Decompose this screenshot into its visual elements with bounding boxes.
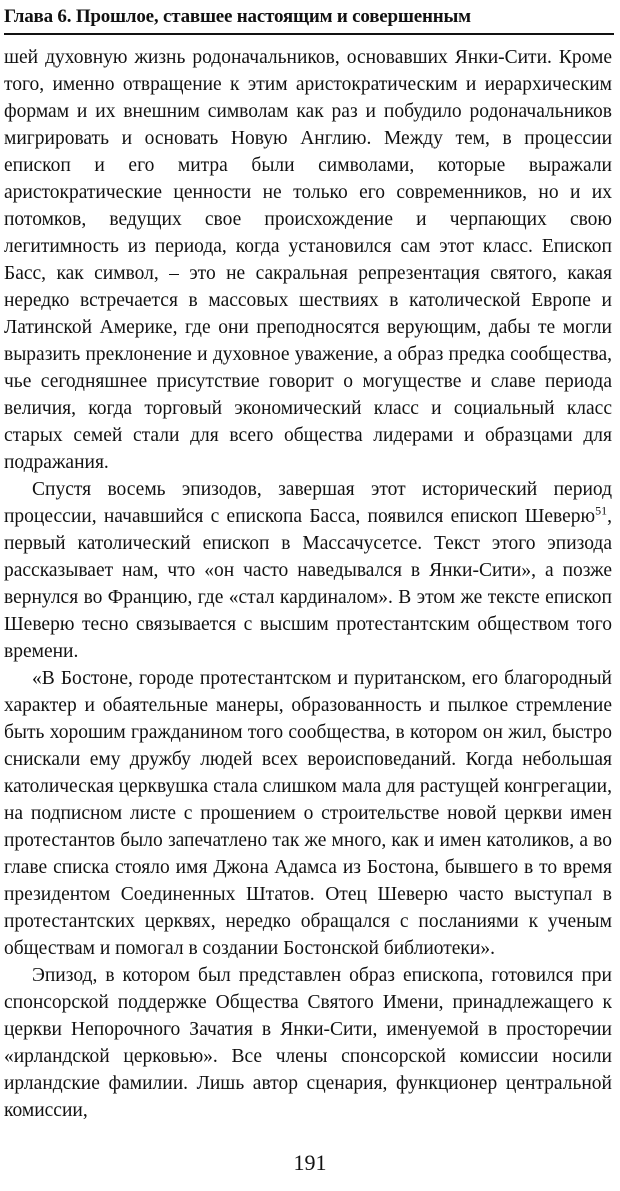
page-number: 191 [293,1150,327,1175]
paragraph-1: шей духовную жизнь родоначальников, основавших Янки-Сити. Кроме того, именно отвращение к этим аристократическим и иерархическим формам и их внешним символам как раз и побудило родоначальников мигрировать и основать Новую Англию. Между тем, в процессии епископ и его митра были символами, которые выражали аристократические ценности не только его современников, но и их потомков, ведущих свое происхождение и черпающих свою легитимность из периода, когда установился сам этот класс. Епископ Басс, как символ, – это не сакральная репрезентация святого, какая нередко встречается в массовых шествиях в католической Европе и Латинской Америке, где они преподносятся верующим, дабы те могли выразить преклонение и духовное уважение, а образ предка сообщества, чье сегодняшнее присутствие говорит о могуществе и славе периода величия, когда торговый экономический класс и социальный класс старых семей стали для всего общества лидерами и образцами для подражания. [4,47,612,473]
paragraph-2 [4,476,612,665]
paragraph-2-text-a: Спустя восемь эпизодов, завершая этот исторический период процессии, начавшийся с епископа Басса, появился епископ Шеверю [4,479,612,527]
paragraph-2-text-b: , первый католический епископ в Массачусетсе. Текст этого эпизода рассказывает нам, что «он часто наведывался в Янки-Сити», а позже вернулся во Францию, где «стал кардиналом». В этом же тексте епископ Шеверю тесно связывается с высшим протестантским обществом того времени. [4,506,612,662]
header-rule [4,33,614,35]
paragraph-4: Эпизод, в котором был представлен образ епископа, готовился при спонсорской поддержке Общества Святого Имени, принадлежащего к церкви Непорочного Зачатия в Янки-Сити, именуемой в просторечии «ирландской церковью». Все члены спонсорской комиссии носили ирландские фамилии. Лишь автор сценария, функционер центральной комиссии, [4,965,612,1121]
footnote-ref-51: 51 [595,503,608,518]
paragraph-3-quote: «В Бостоне, городе протестантском и пуританском, его благородный характер и обаятельные манеры, образованность и пылкое стремление быть хорошим гражданином того сообщества, в котором он жил, быстро снискали ему дружбу людей всех вероисповеданий. Когда небольшая католическая церквушка стала слишком мала для растущей конгрегации, на подписном листе с прошением о строительстве новой церкви имен протестантов было запечатлено так же много, как и имен католиков, а во главе списка стояло имя Джона Адамса из Бостона, бывшего в то время президентом Соединенных Штатов. Отец Шеверю часто выступал в протестантских церквях, нередко обращался с посланиями к ученым обществам и помогал в создании Бостонской библиотеки». [4,668,612,959]
body-text [4,44,612,1124]
running-head: Глава 6. Прошлое, ставшее настоящим и совершенным [4,6,471,27]
